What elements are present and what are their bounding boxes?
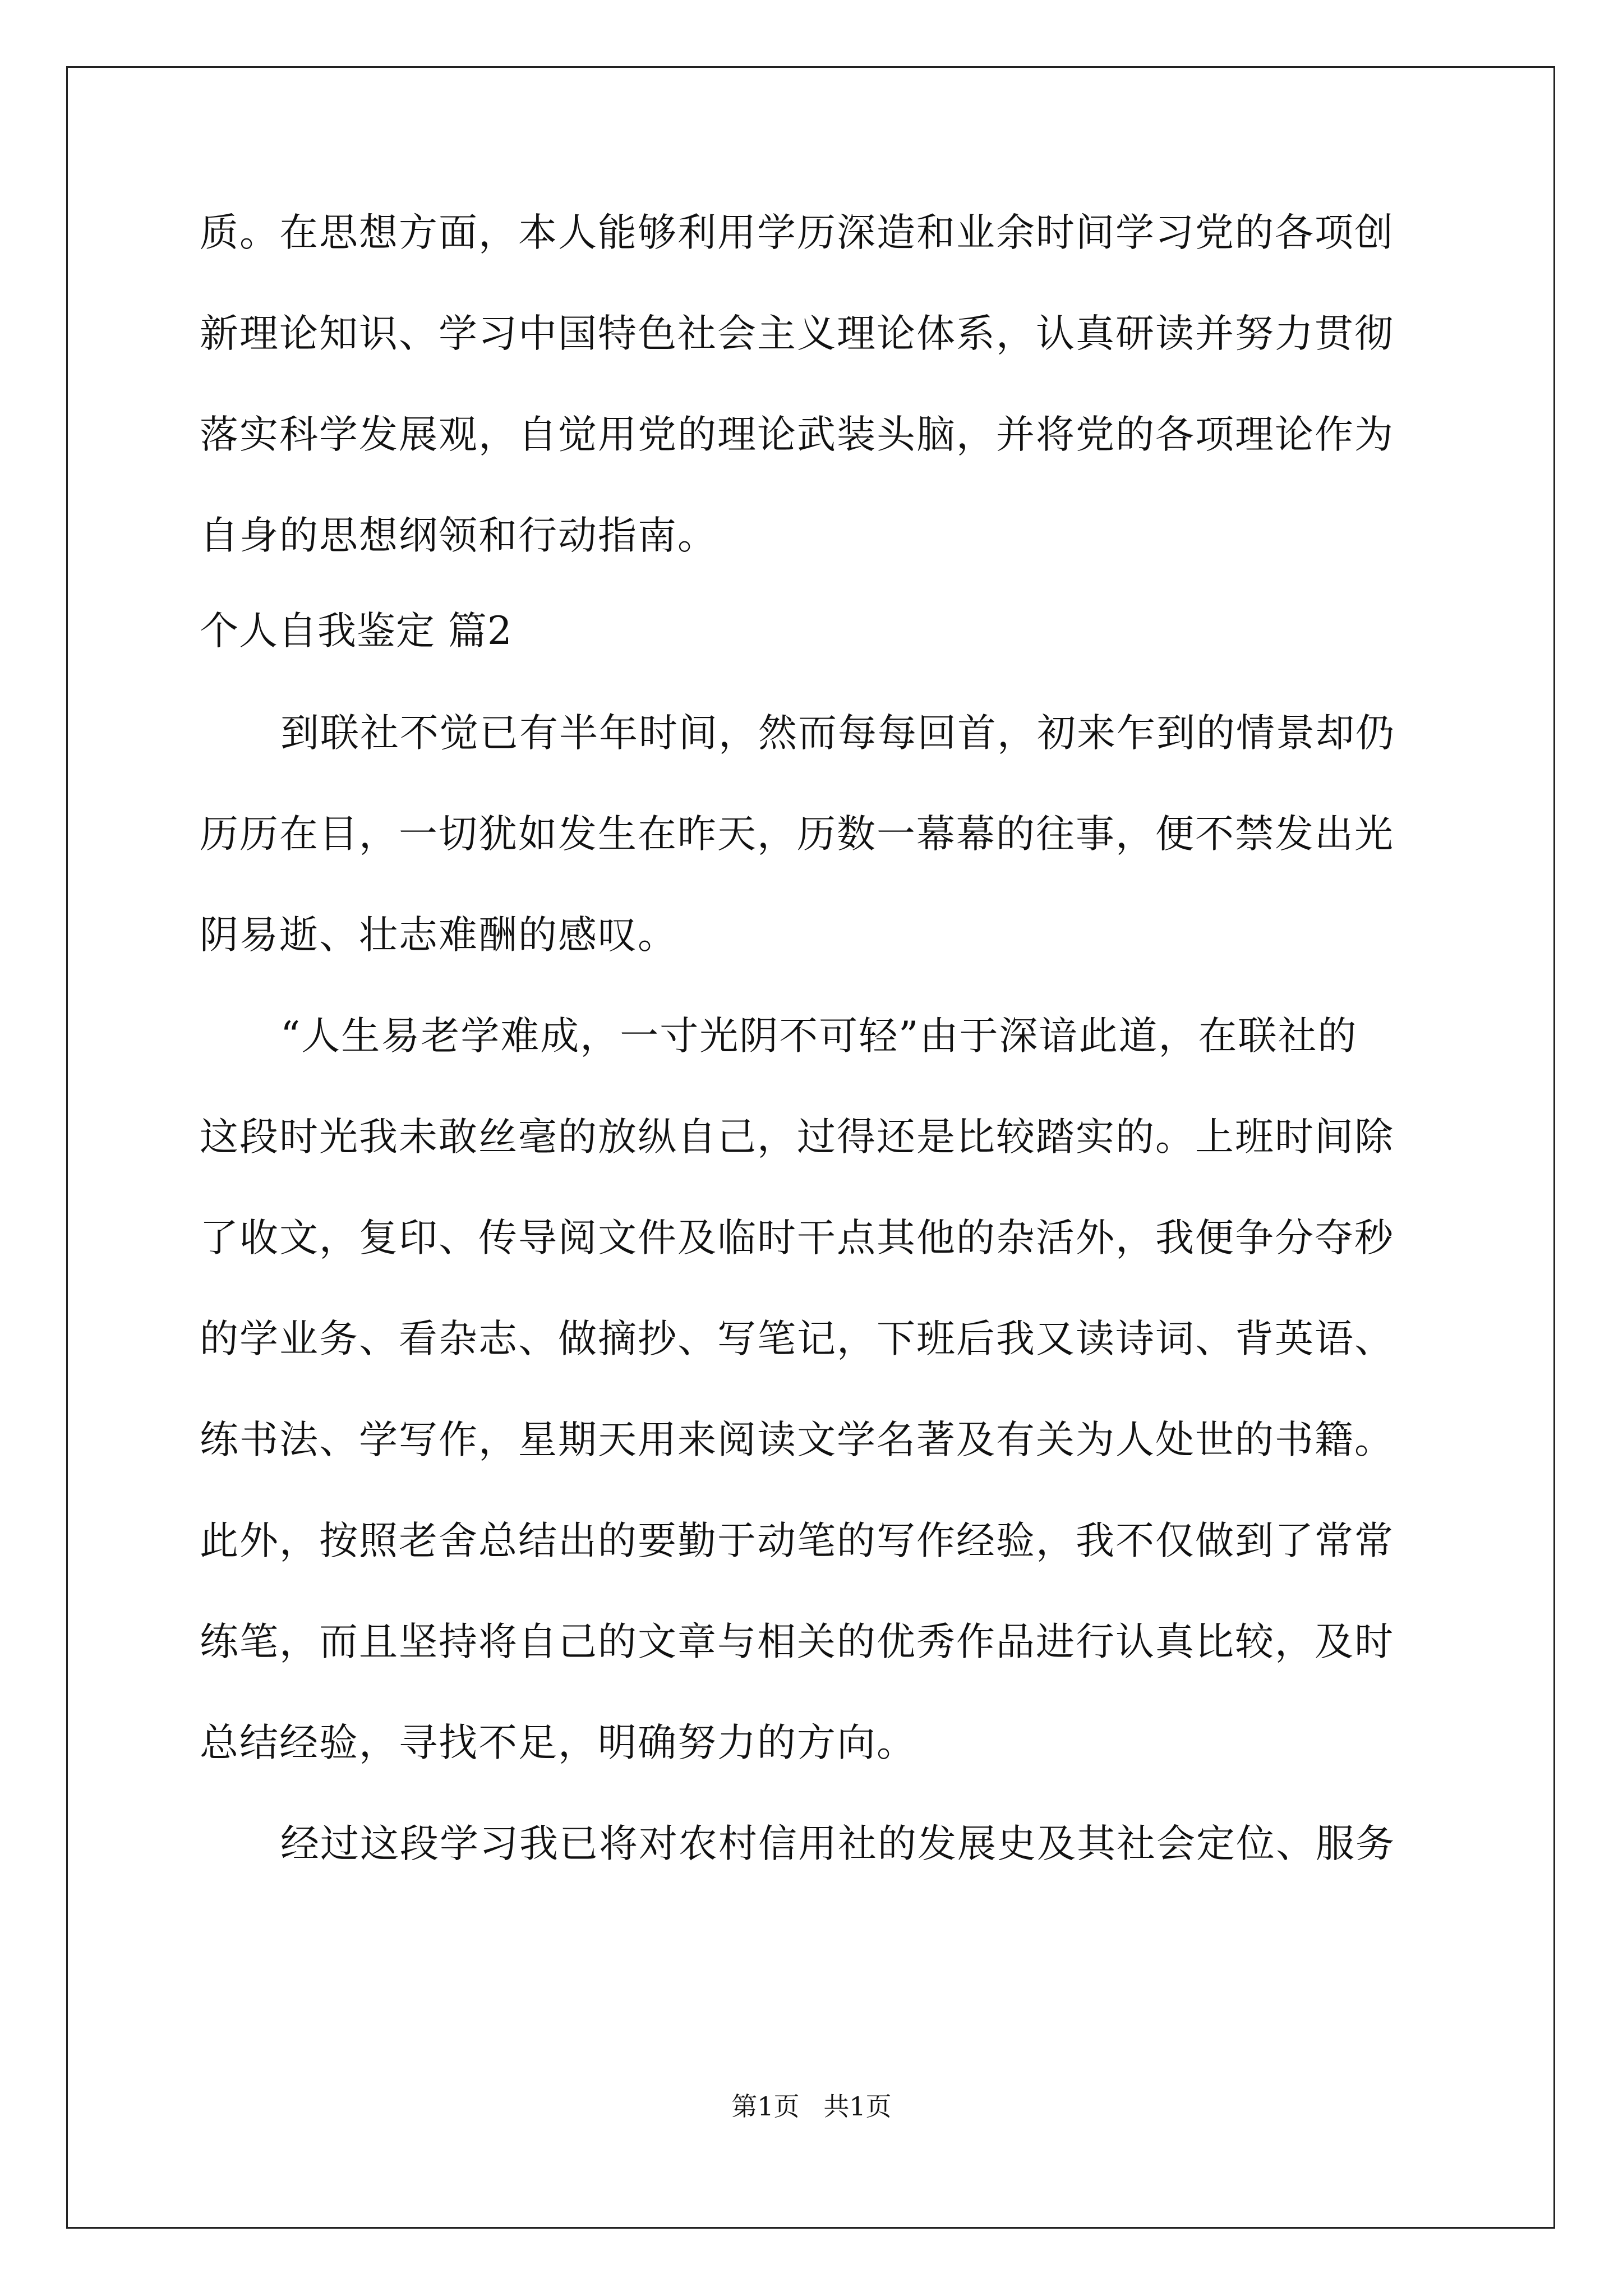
body-text-line: 自身的思想纲领和行动指南。 [200,513,717,558]
page-footer [0,2090,1623,2123]
body-text-line: 质。在思想方面，本人能够利用学历深造和业余时间学习党的各项创 [200,210,1394,255]
body-text-line: 总结经验，寻找不足，明确努力的方向。 [200,1720,916,1765]
body-text-line: 这段时光我未敢丝毫的放纵自己，过得还是比较踏实的。上班时间除 [200,1115,1394,1159]
body-text-line: 练书法、学写作，星期天用来阅读文学名著及有关为人处世的书籍。 [200,1418,1394,1462]
body-text-line: 落实科学发展观，自觉用党的理论武装头脑，并将党的各项理论作为 [200,412,1394,457]
body-text-line: 练笔，而且坚持将自己的文章与相关的优秀作品进行认真比较，及时 [200,1619,1394,1664]
body-text-line: 经过这段学习我已将对农村信用社的发展史及其社会定位、服务 [280,1821,1395,1866]
body-text-line: 的学业务、看杂志、做摘抄、写笔记，下班后我又读诗词、背英语、 [200,1317,1394,1361]
body-text-line: 此外，按照老舍总结出的要勤于动笔的写作经验，我不仅做到了常常 [200,1519,1394,1563]
section-heading: 个人自我鉴定 篇2 [200,609,513,654]
page-total: 共1页 [823,2091,892,2122]
body-text-line: 新理论知识、学习中国特色社会主义理论体系，认真研读并努力贯彻 [200,311,1394,356]
body-text-line: 历历在目，一切犹如发生在昨天，历数一幕幕的往事，便不禁发出光 [200,812,1394,857]
body-text-line: 阴易逝、壮志难酬的感叹。 [200,913,677,958]
body-text-line: 了收文，复印、传导阅文件及临时干点其他的杂活外，我便争分夺秒 [200,1216,1394,1260]
body-text-line: “人生易老学难成，一寸光阴不可轻”由于深谙此道，在联社的 [280,1014,1358,1059]
page-number: 第1页 [731,2091,800,2122]
body-text-line: 到联社不觉已有半年时间，然而每每回首，初来乍到的情景却仍 [280,711,1395,756]
